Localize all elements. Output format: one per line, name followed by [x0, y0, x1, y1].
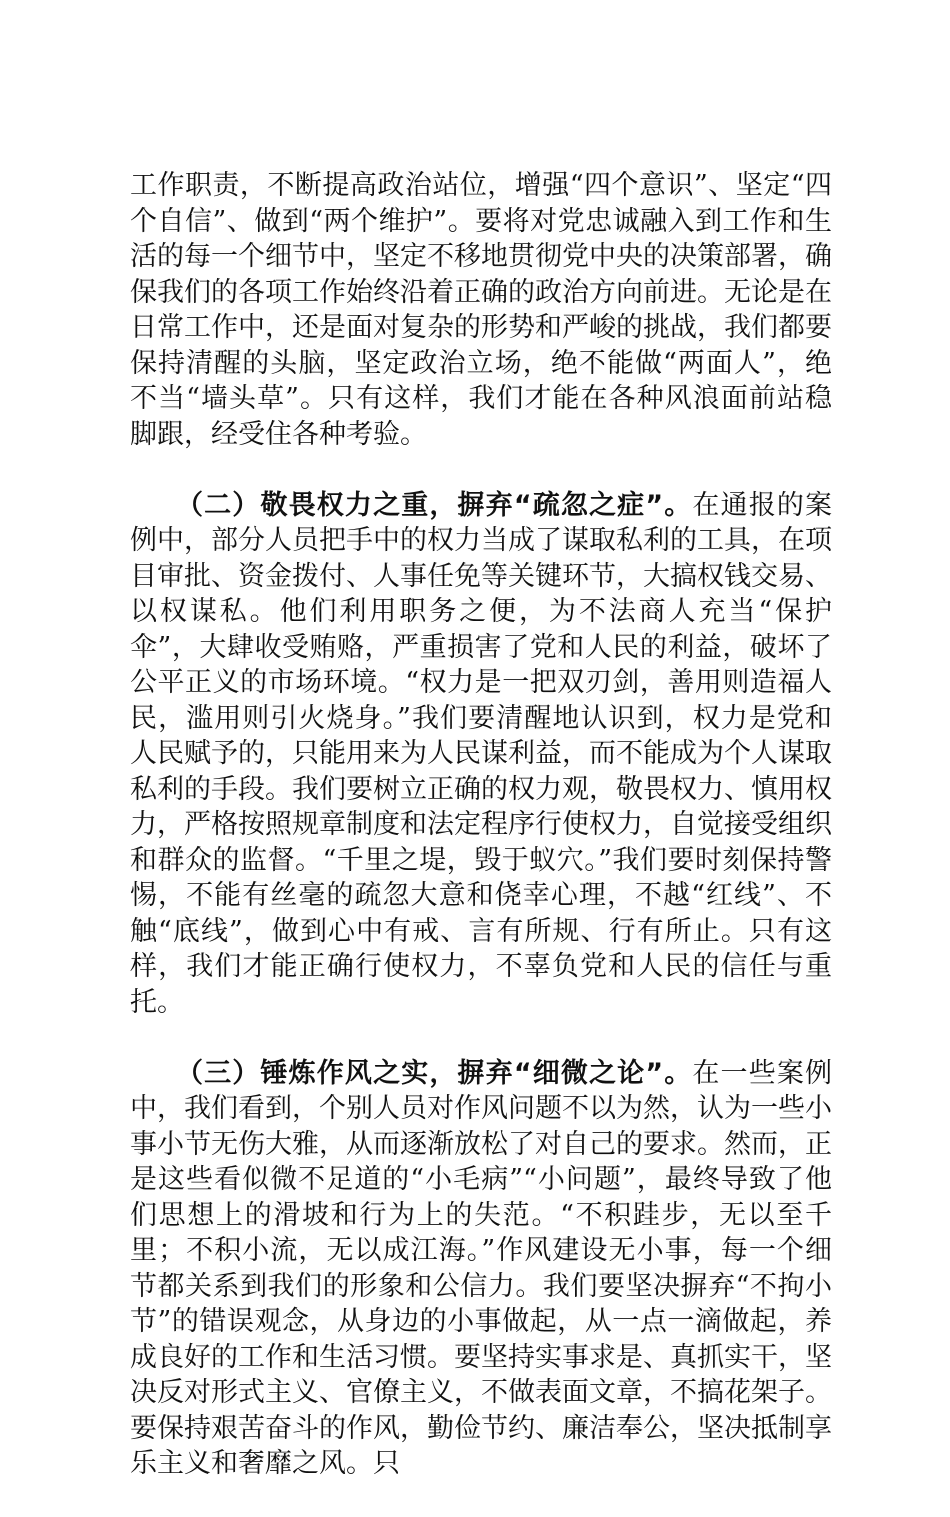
document-body: [130, 168, 832, 1517]
paragraph-body-text: 工作职责，不断提高政治站位，增强“四个意识”、坚定“四个自信”、做到“两个维护”。要将对党忠诚融入到工作和生活的每一个细节中，坚定不移地贯彻党中央的决策部署，确保我们的各项工作始终沿着正确的政治方向前进。无论是在日常工作中，还是面对复杂的形势和严峻的挑战，我们都要保持清醒的头脑，坚定政治立场，绝不能做“两面人”，绝不当“墙头草”。只有这样，我们才能在各种风浪面前站稳脚跟，经受住各种考验。: [130, 170, 832, 450]
section-heading-3: （三）锤炼作风之实，摒弃“细微之论”。: [176, 1057, 693, 1089]
paragraph-body-text: 在一些案例中，我们看到，个别人员对作风问题不以为然，认为一些小事小节无伤大雅，从而逐渐放松了对自己的要求。然而，正是这些看似微不足道的“小毛病”“小问题”，最终导致了他们思想上的滑坡和行为上的失范。“不积跬步，无以至千里；不积小流，无以成江海。”作风建设无小事，每一个细节都关系到我们的形象和公信力。我们要坚决摒弃“不拘小节”的错误观念，从身边的小事做起，从一点一滴做起，养成良好的工作和生活习惯。要坚持实事求是、真抓实干，坚决反对形式主义、官僚主义，不做表面文章，不搞花架子。要保持艰苦奋斗的作风，勤俭节约、廉洁奉公，坚决抵制享乐主义和奢靡之风。只: [130, 1057, 832, 1479]
paragraph-continuation: [130, 168, 832, 452]
paragraph-section-2: [130, 488, 832, 1021]
paragraph-section-3: [130, 1056, 832, 1482]
section-heading-2: （二）敬畏权力之重，摒弃“疏忽之症”。: [176, 489, 693, 521]
paragraph-body-text: 在通报的案例中，部分人员把手中的权力当成了谋取私利的工具，在项目审批、资金拨付、人事任免等关键环节，大搞权钱交易、以权谋私。他们利用职务之便，为不法商人充当“保护伞”，大肆收受贿赂，严重损害了党和人民的利益，破坏了公平正义的市场环境。“权力是一把双刃剑，善用则造福人民，滥用则引火烧身。”我们要清醒地认识到，权力是党和人民赋予的，只能用来为人民谋利益，而不能成为个人谋取私利的手段。我们要树立正确的权力观，敬畏权力、慎用权力，严格按照规章制度和法定程序行使权力，自觉接受组织和群众的监督。“千里之堤，毁于蚁穴。”我们要时刻保持警惕，不能有丝毫的疏忽大意和侥幸心理，不越“红线”、不触“底线”，做到心中有戒、言有所规、行有所止。只有这样，我们才能正确行使权力，不辜负党和人民的信任与重托。: [130, 489, 832, 1018]
